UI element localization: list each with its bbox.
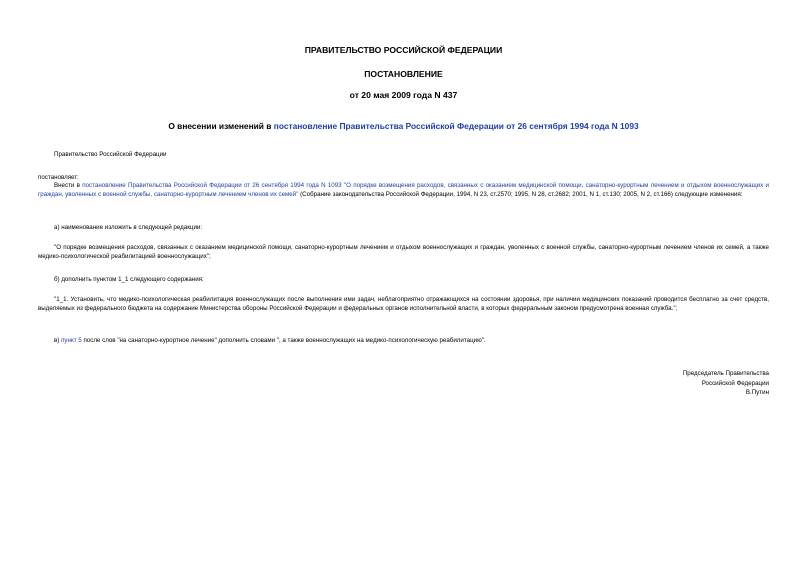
amendment-prefix: Внести в (54, 182, 83, 189)
item-c-suffix: после слов "на санаторно-курортное лечение" дополнить словами ", а также военнослужащих на медико-психологическую реабилитацию". (81, 337, 486, 344)
item-b-quote: "1_1. Установить, что медико-психологическая реабилитация военнослужащих после выполнения ими задач, неблагоприятно отражающихся на состоянии здоровья, при наличии медицинских показаний проводится бесплатно за счет средств, выделяемых из федерального бюджета на содержание Министерства обороны Российской Федерации и федеральных органов исполнительной власти, в которых федеральным законом предусмотрена военная служба."; (38, 296, 769, 312)
subject-prefix: О внесении изменений в (168, 121, 274, 131)
government-title: ПРАВИТЕЛЬСТВО РОССИЙСКОЙ ФЕДЕРАЦИИ (304, 45, 503, 55)
document-type: ПОСТАНОВЛЕНИЕ (364, 69, 443, 79)
signature-block (683, 369, 769, 398)
item-c-prefix: в) (54, 337, 62, 344)
signature-position: Председатель Правительства (682, 370, 769, 377)
document-date-number: от 20 мая 2009 года N 437 (349, 90, 458, 100)
issuer-line: Правительство Российской Федерации (54, 151, 167, 158)
paragraph-amendment (38, 182, 769, 199)
item-b: б) дополнить пунктом 1_1 следующего содержания: (54, 276, 204, 283)
subject-link[interactable]: постановление Правительства Российской Федерации от 26 сентября 1994 года N 1093 (273, 121, 639, 131)
item-c (38, 337, 769, 346)
signature-organization: Российской Федерации (701, 379, 769, 387)
item-a: а) наименование изложить в следующей редакции: (54, 224, 203, 231)
signature-name: В.Путин (745, 389, 769, 397)
amendment-link[interactable]: постановление Правительства Российской Федерации от 26 сентября 1994 года N 1093 "О порядке возмещения расходов, связанных с оказанием медицинской помощи, санаторно-курортным лечением и отдыхом военнослужащих и граждан, уволенных с военной службы, санаторно-курортным лечением членов их семей" (38, 182, 769, 198)
item-c-link[interactable]: пункт 5 (61, 337, 82, 344)
amendment-suffix: (Собрание законодательства Российской Федерации, 1994, N 23, ст.2570; 1995, N 28, ст.2682; 2001, N 1, ст.130; 2005, N 2, ст.166) следующие изменения: (298, 190, 743, 198)
item-a-quote: "О порядке возмещения расходов, связанных с оказанием медицинской помощи, санаторно-курортным лечением и отдыхом военнослужащих и граждан, уволенных с военной службы, санаторно-курортным лечением членов их семей, а также медико-психологической реабилитацией военнослужащих"; (38, 244, 769, 260)
document-subject (0, 121, 807, 132)
decrees-line: постановляет: (38, 174, 79, 181)
